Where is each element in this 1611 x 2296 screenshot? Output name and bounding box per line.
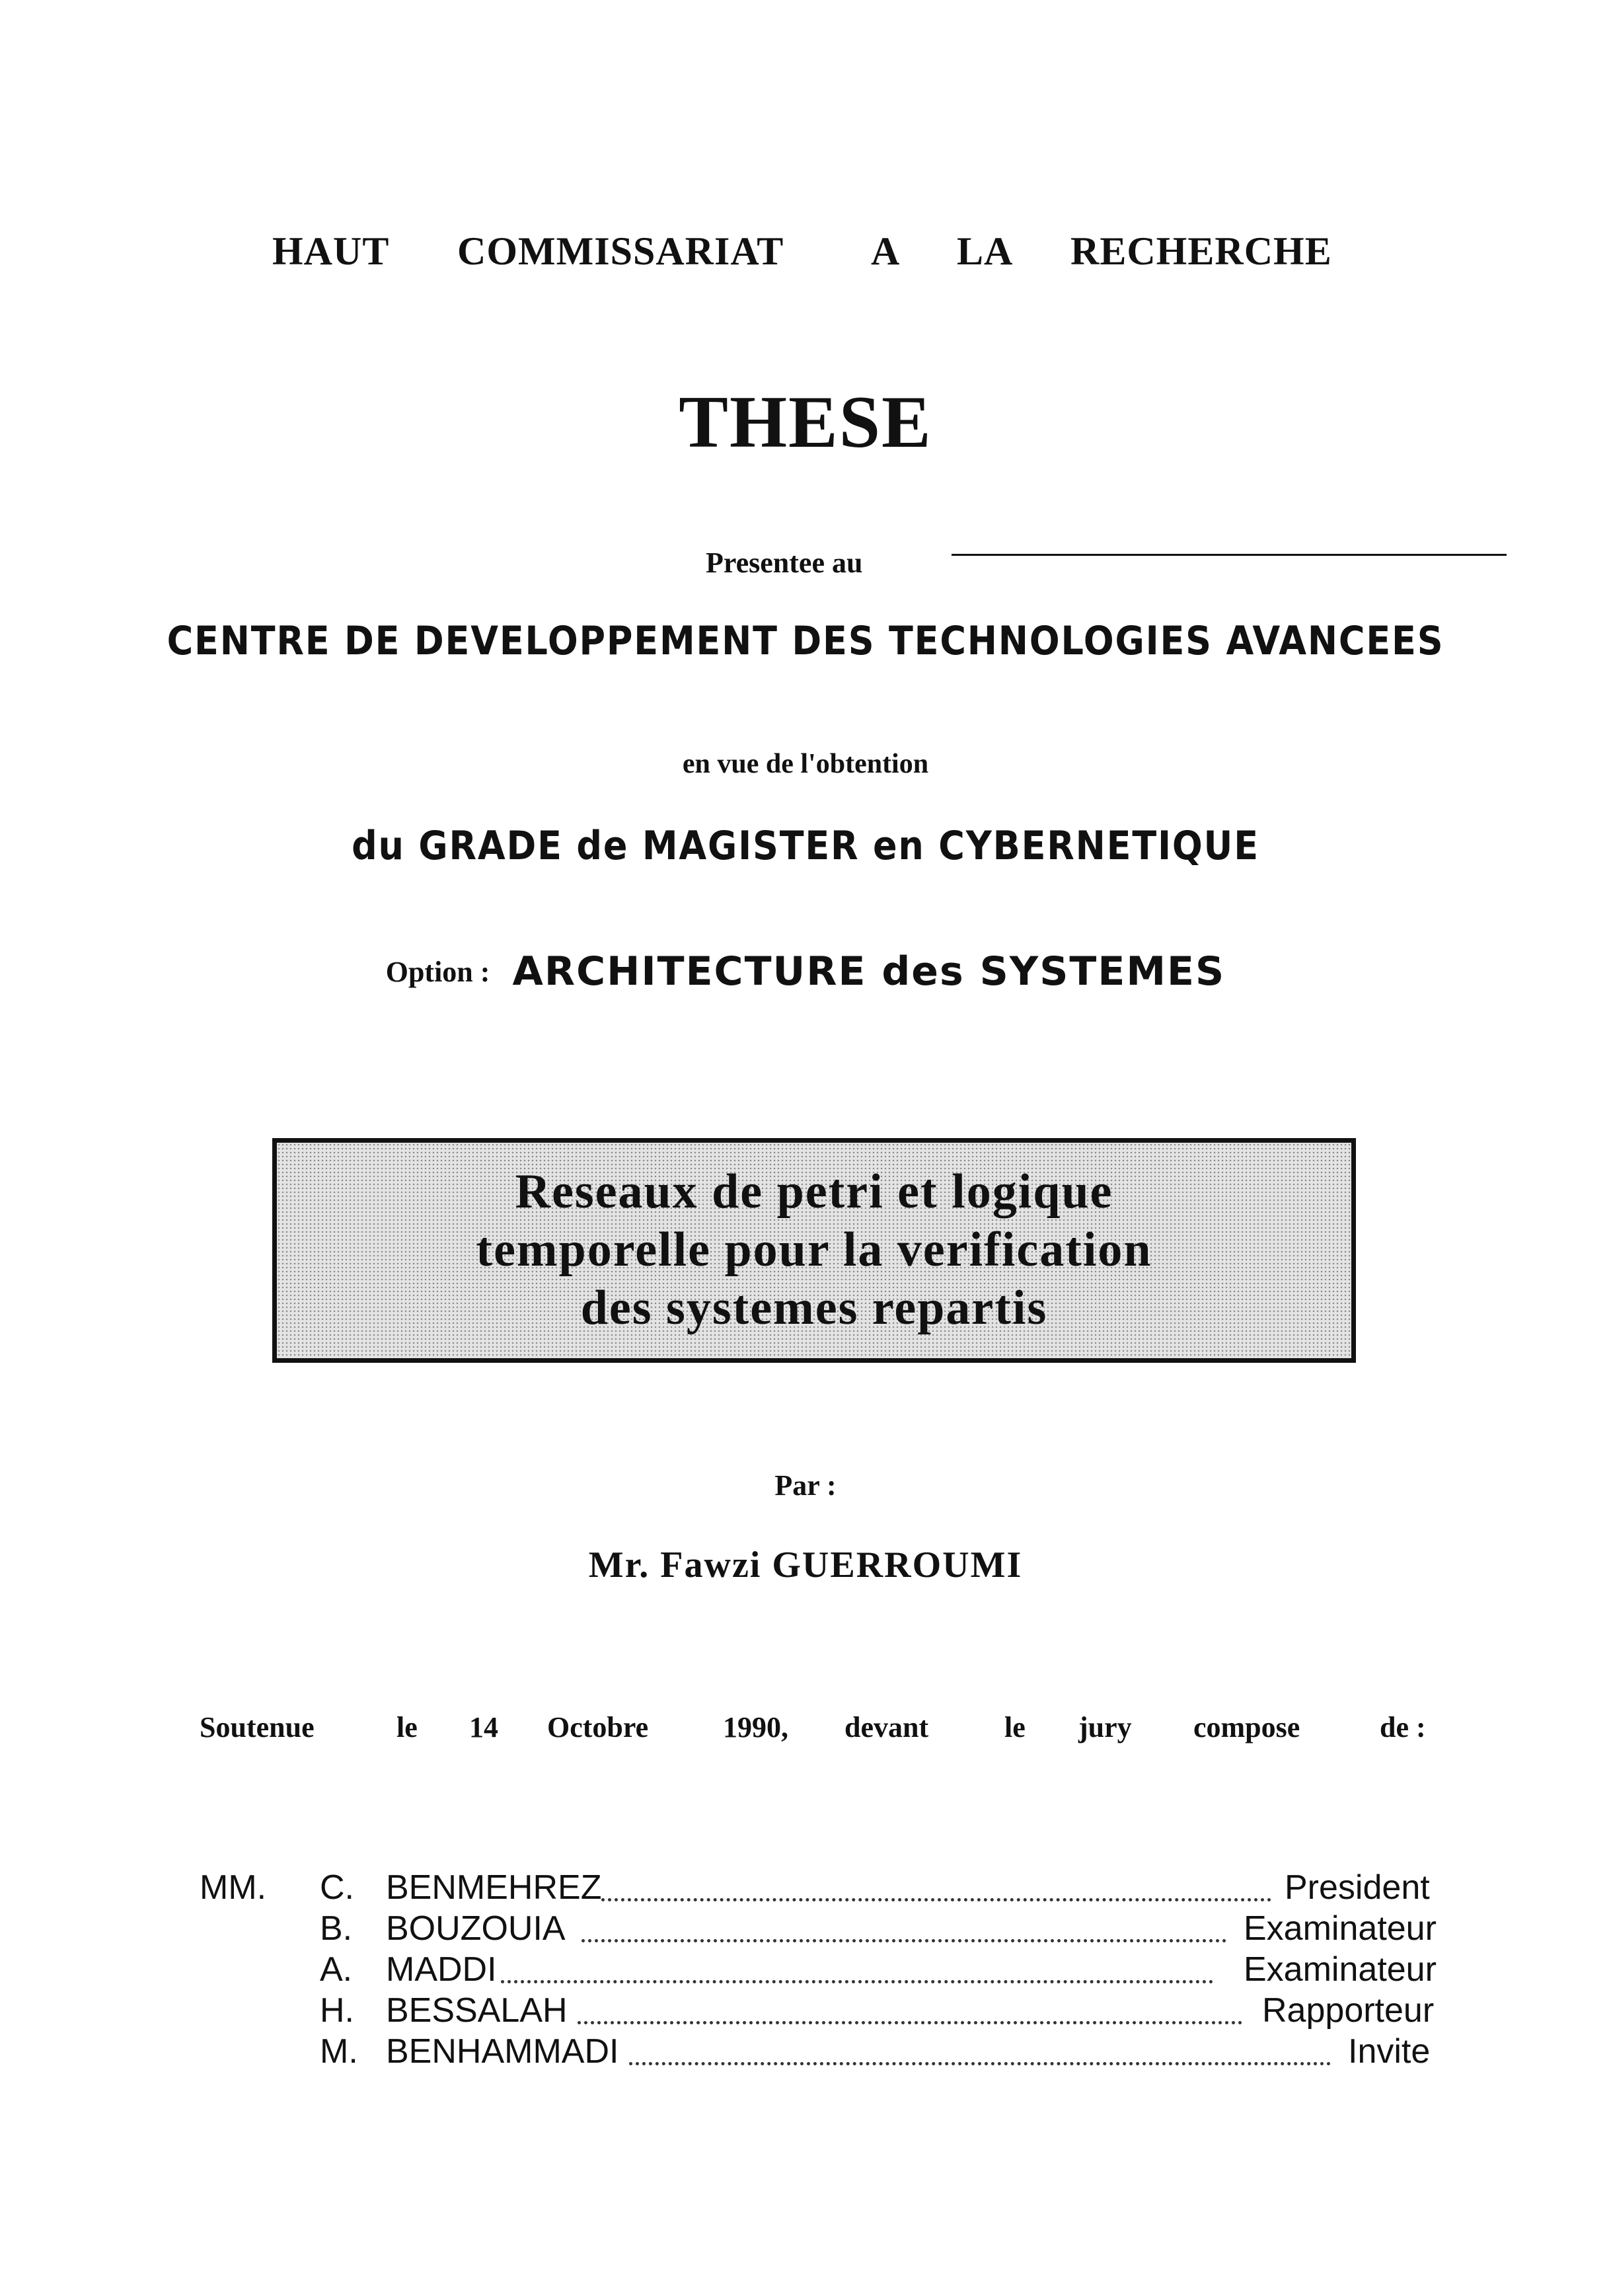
jury-name: BENMEHREZ [386,1868,602,1907]
jury-leader-dots [578,2021,1242,2024]
soutenue-word-jury: jury [1078,1711,1132,1743]
thesis-title-box [272,1138,1356,1363]
jury-role: President [1285,1868,1430,1907]
presentee-rule [952,554,1507,556]
jury-role: Examinateur [1244,1909,1437,1948]
option-line [0,948,1611,995]
soutenue-word-1: Soutenue [200,1711,315,1743]
thesis-title [277,1163,1351,1337]
jury-initial: A. [320,1950,353,1989]
par-label: Par : [774,1469,837,1502]
grade-line: du GRADE de MAGISTER en CYBERNETIQUE [352,823,1259,869]
option-value: ARCHITECTURE des SYSTEMES [512,948,1226,995]
soutenue-word-de: de : [1380,1711,1426,1743]
thesis-title-line-2: temporelle pour la verification [476,1223,1152,1277]
jury-role: Invite [1348,2032,1431,2071]
presentee-label: Presentee au [706,547,863,579]
soutenue-month: Octobre [547,1711,649,1743]
jury-leader-dots [601,1898,1271,1901]
jury-prefix: MM. [200,1868,267,1907]
soutenue-word-2: le [396,1711,418,1743]
soutenue-word-devant: devant [844,1711,929,1743]
jury-initial: C. [320,1868,354,1907]
thesis-title-line-3: des systemes repartis [580,1281,1048,1335]
en-vue-label: en vue de l'obtention [682,749,929,779]
soutenue-day: 14 [469,1711,498,1743]
jury-leader-dots [501,1980,1213,1983]
jury-initial: B. [320,1909,353,1948]
soutenue-word-compose: compose [1193,1711,1300,1743]
soutenue-year: 1990, [723,1711,788,1743]
header-word-commissariat: COMMISSARIAT [457,229,784,273]
jury-name: MADDI [386,1950,497,1989]
jury-leader-dots [629,2062,1331,2065]
thesis-title-line-1: Reseaux de petri et logique [515,1165,1113,1219]
jury-role: Rapporteur [1262,1991,1435,2030]
soutenue-word-le: le [1004,1711,1026,1743]
jury-initial: H. [320,1991,354,2030]
institution-name: CENTRE DE DEVELOPPEMENT DES TECHNOLOGIES AVANCEES [167,618,1444,664]
jury-initial: M. [320,2032,358,2071]
document-title: THESE [679,381,932,463]
header-word-haut: HAUT [272,229,390,273]
header-word-recherche: RECHERCHE [1070,229,1332,273]
header-word-la: LA [957,229,1014,273]
jury-leader-dots [581,1939,1226,1942]
header-word-a: A [871,229,901,273]
author-name: Mr. Fawzi GUERROUMI [588,1545,1023,1586]
jury-name: BOUZOUIA [386,1909,566,1948]
jury-name: BENHAMMADI [386,2032,619,2071]
jury-role: Examinateur [1244,1950,1437,1989]
jury-name: BESSALAH [386,1991,568,2030]
option-label: Option : [385,955,490,988]
